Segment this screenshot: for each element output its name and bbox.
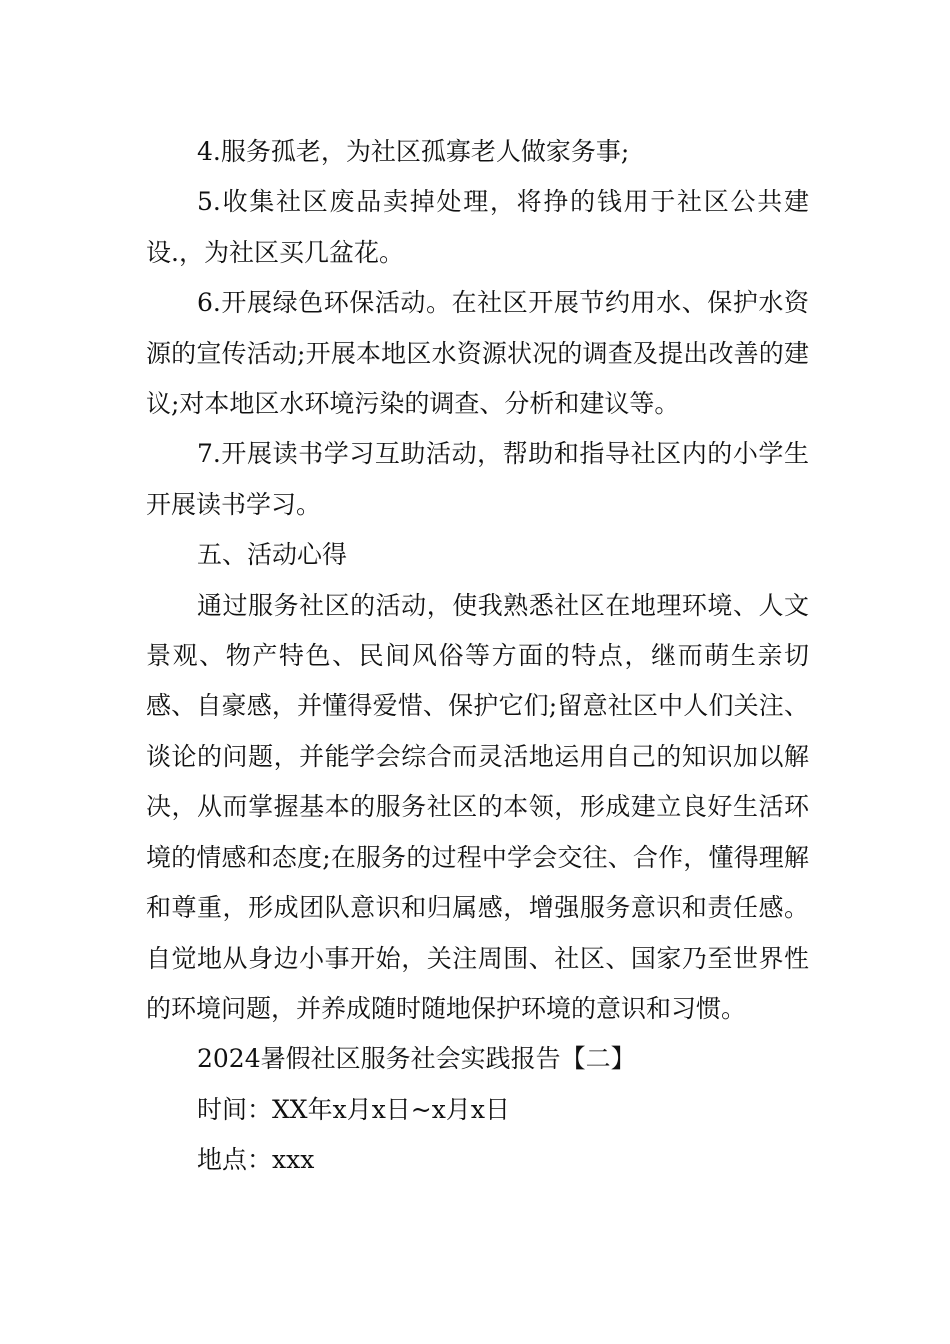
section-heading: 五、活动心得: [197, 540, 348, 570]
list-item-7: 7.开展读书学习互助活动，帮助和指导社区内的小学生开展读书学习。: [146, 439, 809, 519]
list-item-6: 6.开展绿色环保活动。在社区开展节约用水、保护水资源的宣传活动;开展本地区水资源状况的调查及提出改善的建议;对本地区水环境污染的调查、分析和建议等。: [146, 288, 809, 419]
list-item-5: 5.收集社区废品卖掉处理，将挣的钱用于社区公共建设.，为社区买几盆花。: [146, 187, 809, 267]
reflection-paragraph: 通过服务社区的活动，使我熟悉社区在地理环境、人文景观、物产特色、民间风俗等方面的特点，继而萌生亲切感、自豪感，并懂得爱惜、保护它们;留意社区中人们关注、谈论的问题，并能学会综合而灵活地运用自己的知识加以解决，从而掌握基本的服务社区的本领，形成建立良好生活环境的情感和态度;在服务的过程中学会交往、合作，懂得理解和尊重，形成团队意识和归属感，增强服务意识和责任感。自觉地从身边小事开始，关注周围、社区、国家乃至世界性的环境问题，并养成随时随地保护环境的意识和习惯。: [146, 590, 809, 1023]
time-line: 时间：XX年x月x日~x月x日: [197, 1094, 510, 1124]
list-item-4: 4.服务孤老，为社区孤寡老人做家务事;: [197, 137, 630, 166]
place-line: 地点：xxx: [197, 1145, 315, 1175]
report-title: 2024暑假社区服务社会实践报告【二】: [197, 1044, 636, 1074]
